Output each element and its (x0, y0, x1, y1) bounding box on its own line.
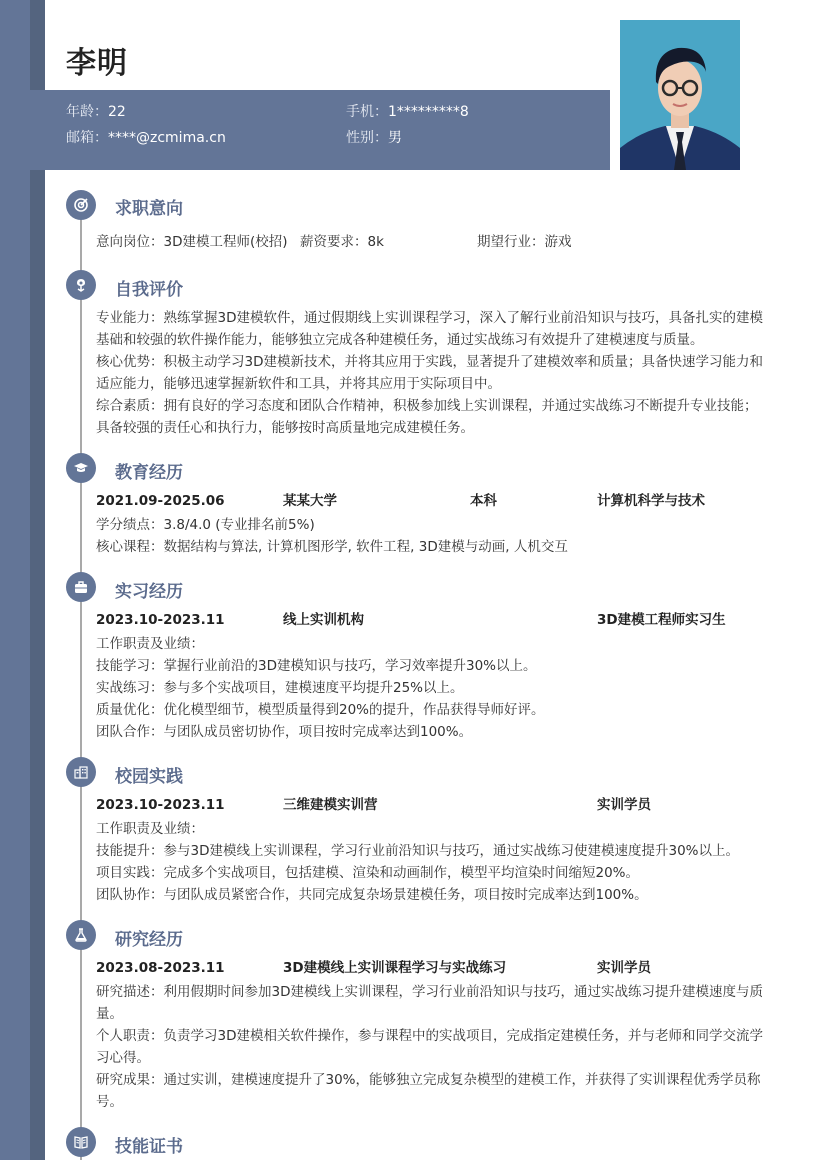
info-phone (346, 101, 469, 121)
self-eval-core-advantage: 核心优势：积极主动学习3D建模新技术，并将其应用于实践，显著提升了建模效率和质量；具备快速学习能力和适应能力，能够迅速掌握新软件和工具，并将其应用于实际项目中。 (96, 354, 763, 392)
internship-org: 线上实训机构 (283, 612, 364, 628)
research-responsibility: 个人职责：负责学习3D建模相关软件操作，参与课程中的实战项目，完成指定建模任务，并与老师和同学交流学习心得。 (96, 1028, 763, 1066)
research-result: 研究成果：通过实训，建模速度提升了30%，能够独立完成复杂模型的建模工作，并获得了实训课程优秀学员称号。 (96, 1072, 761, 1110)
info-gender-value: 男 (388, 130, 402, 146)
section-title-skills: 技能证书 (115, 1137, 183, 1157)
internship-line: 技能学习：掌握行业前沿的3D建模知识与技巧，学习效率提升30%以上。 (96, 658, 537, 674)
section-title-internship: 实习经历 (115, 582, 183, 602)
info-email (66, 127, 226, 147)
info-age (66, 101, 126, 121)
info-email-value: ****@zcmima.cn (108, 130, 226, 146)
campus-period: 2023.10-2023.11 (96, 797, 225, 813)
info-age-label: 年龄： (66, 104, 108, 120)
left-accent-strip-dark (30, 0, 45, 1160)
campus-role: 实训学员 (597, 797, 651, 813)
self-eval-professional: 专业能力：熟练掌握3D建模软件，通过假期线上实训课程学习，深入了解行业前沿知识与技巧，具备扎实的建模基础和较强的软件操作能力，能够独立完成各种建模任务，通过实战练习有效提升了建模速度与质量。 (96, 310, 763, 348)
research-role: 实训学员 (597, 960, 651, 976)
book-icon (66, 1127, 96, 1157)
education-major: 计算机科学与技术 (597, 493, 705, 509)
timeline-line (80, 205, 82, 1160)
intent-industry: 期望行业：游戏 (477, 234, 572, 250)
campus-org: 三维建模实训营 (283, 797, 378, 813)
education-gpa: 学分绩点：3.8/4.0 (专业排名前5%) (96, 517, 315, 533)
internship-line: 工作职责及业绩： (96, 636, 204, 652)
education-school: 某某大学 (283, 493, 337, 509)
campus-line: 技能提升：参与3D建模线上实训课程，学习行业前沿知识与技巧，通过实战练习使建模速度提升30%以上。 (96, 843, 739, 859)
campus-line: 项目实践：完成多个实战项目，包括建模、渲染和动画制作，模型平均渲染时间缩短20%。 (96, 865, 640, 881)
self-eval-overall: 综合素质：拥有良好的学习态度和团队合作精神，积极参加线上实训课程，并通过实战练习不断提升专业技能；具备较强的责任心和执行力，能够按时高质量地完成建模任务。 (96, 398, 758, 436)
intent-position: 意向岗位：3D建模工程师(校招) (96, 234, 288, 250)
research-project: 3D建模线上实训课程学习与实战练习 (283, 960, 507, 976)
research-description: 研究描述：利用假期时间参加3D建模线上实训课程，学习行业前沿知识与技巧，通过实战练习提升建模速度与质量。 (96, 984, 763, 1022)
research-period: 2023.08-2023.11 (96, 960, 225, 976)
flask-icon (66, 920, 96, 950)
target-icon (66, 190, 96, 220)
section-title-intent: 求职意向 (115, 199, 183, 219)
section-title-self-eval: 自我评价 (115, 280, 183, 300)
section-title-campus: 校园实践 (115, 767, 183, 787)
info-gender-label: 性别： (346, 130, 388, 146)
internship-role: 3D建模工程师实习生 (597, 612, 726, 628)
candidate-name: 李明 (66, 46, 128, 81)
briefcase-icon (66, 572, 96, 602)
graduation-cap-icon (66, 453, 96, 483)
education-degree: 本科 (470, 493, 497, 509)
info-phone-label: 手机： (346, 104, 388, 120)
award-icon (66, 270, 96, 300)
intent-salary: 薪资要求：8k (300, 234, 384, 250)
building-icon (66, 757, 96, 787)
section-title-education: 教育经历 (115, 463, 183, 483)
info-gender (346, 127, 402, 147)
left-accent-strip (0, 0, 30, 1160)
internship-period: 2023.10-2023.11 (96, 612, 225, 628)
internship-line: 团队合作：与团队成员密切协作，项目按时完成率达到100%。 (96, 724, 473, 740)
info-phone-value: 1*********8 (388, 104, 469, 120)
education-period: 2021.09-2025.06 (96, 493, 225, 509)
portrait-illustration (620, 20, 740, 170)
internship-line: 质量优化：优化模型细节，模型质量得到20%的提升，作品获得导师好评。 (96, 702, 545, 718)
education-courses: 核心课程：数据结构与算法, 计算机图形学, 软件工程, 3D建模与动画, 人机交互 (96, 539, 568, 555)
section-title-research: 研究经历 (115, 930, 183, 950)
profile-photo (620, 20, 740, 170)
campus-line: 工作职责及业绩： (96, 821, 204, 837)
info-email-label: 邮箱： (66, 130, 108, 146)
campus-line: 团队协作：与团队成员紧密合作，共同完成复杂场景建模任务，项目按时完成率达到100%。 (96, 887, 648, 903)
internship-line: 实战练习：参与多个实战项目，建模速度平均提升25%以上。 (96, 680, 464, 696)
info-age-value: 22 (108, 104, 126, 120)
